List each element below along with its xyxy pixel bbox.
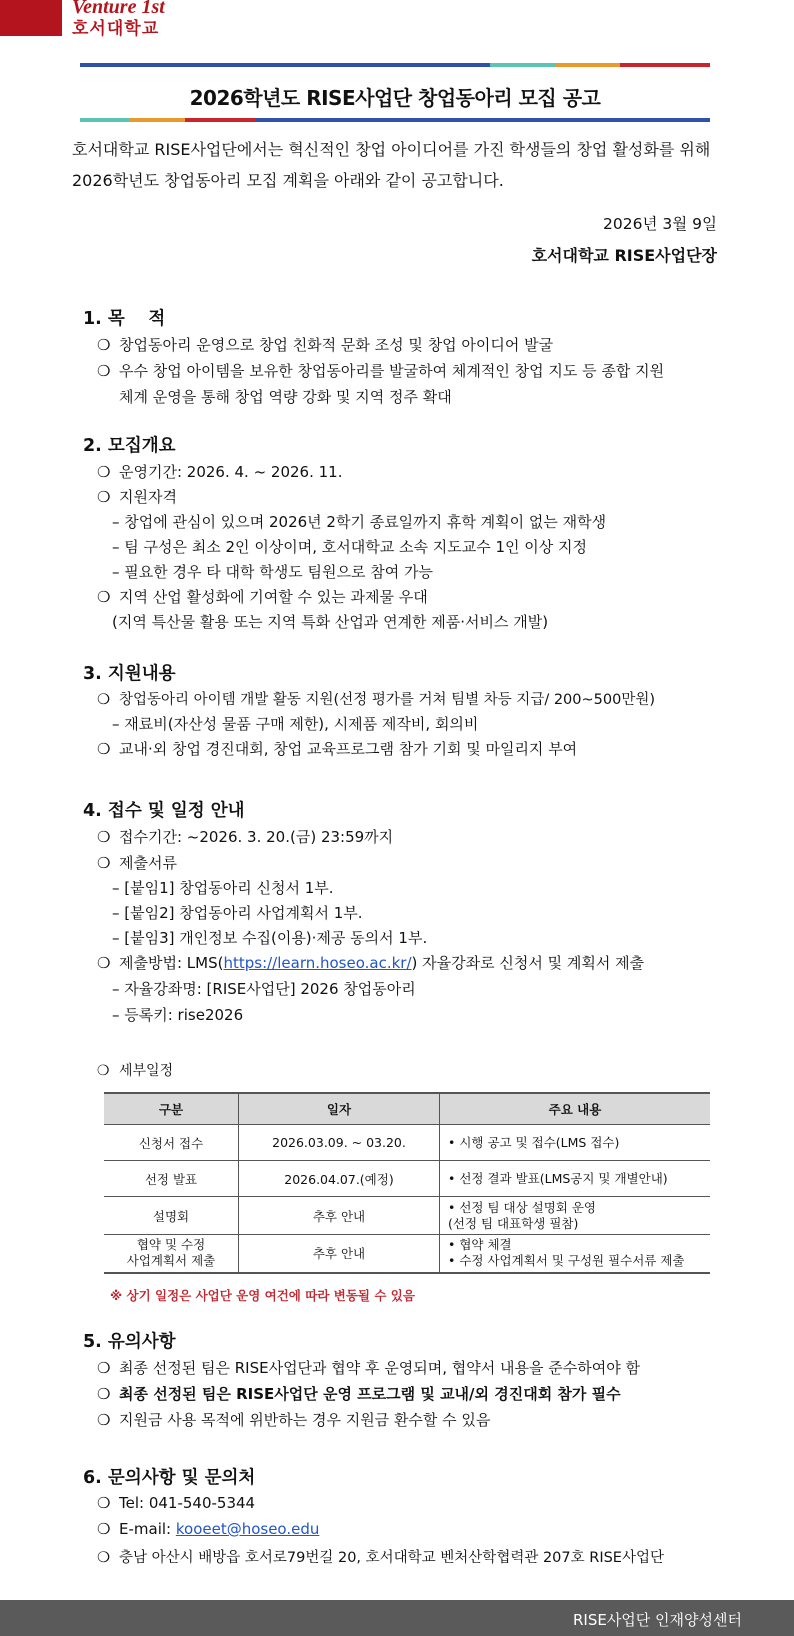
- s2-bullet-3: [97, 586, 428, 607]
- bullet-text: 지원금 사용 목적에 위반하는 경우 지원금 환수할 수 있음: [119, 1411, 491, 1429]
- table-cell: [440, 1125, 711, 1161]
- table-row: [104, 1235, 710, 1273]
- contact-tel: [97, 1494, 255, 1512]
- table-header: 구분: [104, 1093, 239, 1125]
- page-title: 2026학년도 RISE사업단 창업동아리 모집 공고: [189, 86, 601, 110]
- table-cell: [440, 1197, 711, 1235]
- circle-bullet-icon: ❍: [97, 463, 111, 481]
- title-top-rule: [80, 63, 710, 67]
- cell-line: • 선정 결과 발표(LMS공지 및 개별안내): [448, 1170, 668, 1186]
- section-1-heading: 1. 목 적: [83, 309, 166, 329]
- table-cell: 추후 안내: [239, 1197, 440, 1235]
- circle-bullet-icon: ❍: [97, 1411, 111, 1429]
- bullet-text: 지역 산업 활성화에 기여할 수 있는 과제물 우대: [119, 588, 428, 606]
- table-cell: 협약 및 수정 사업계획서 제출: [104, 1235, 239, 1273]
- logo: [68, 0, 178, 39]
- circle-bullet-icon: ❍: [97, 488, 111, 506]
- s2-bullet-1: [97, 461, 342, 482]
- cell-line: (선정 팀 대표학생 필참): [448, 1215, 579, 1231]
- s1-bullet-2-continued: 체계 운영을 통해 창업 역량 강화 및 지역 정주 확대: [119, 388, 452, 406]
- bullet-text: 최종 선정된 팀은 RISE사업단과 협약 후 운영되며, 협약서 내용을 준수하여야 함: [119, 1359, 640, 1377]
- s5-bullet-1: [97, 1357, 640, 1378]
- table-cell: 추후 안내: [239, 1235, 440, 1273]
- s3-bullet-2: [97, 738, 577, 759]
- bullet-text: 최종 선정된 팀은 RISE사업단 운영 프로그램 및 교내/외 경진대회 참가 필수: [119, 1385, 621, 1403]
- s1-bullet-2: [97, 360, 664, 381]
- circle-bullet-icon: ❍: [97, 362, 111, 380]
- table-header-row: [104, 1093, 710, 1125]
- bullet-text-tail: ) 자율강좌로 신청서 및 계획서 제출: [411, 954, 645, 972]
- circle-bullet-icon: ❍: [97, 1063, 110, 1079]
- circle-bullet-icon: ❍: [97, 1550, 110, 1566]
- table-cell: 2026.03.09. ~ 03.20.: [239, 1125, 440, 1161]
- bullet-text: 제출서류: [119, 854, 177, 872]
- corner-accent: [0, 0, 62, 36]
- table-row: [104, 1197, 710, 1235]
- circle-bullet-icon: ❍: [97, 588, 111, 606]
- contact-address: [97, 1546, 664, 1567]
- section-2-heading: 2. 모집개요: [83, 436, 176, 456]
- circle-bullet-icon: ❍: [97, 854, 111, 872]
- table-header: 주요 내용: [440, 1093, 711, 1125]
- table-row: [104, 1125, 710, 1161]
- section-6-heading: 6. 문의사항 및 문의처: [83, 1468, 256, 1488]
- s4-bullet-3: [97, 952, 644, 973]
- circle-bullet-icon: ❍: [97, 1385, 111, 1403]
- lms-link[interactable]: https://learn.hoseo.ac.kr/: [223, 954, 412, 972]
- logo-text-venture: Venture 1st: [72, 0, 165, 18]
- circle-bullet-icon: ❍: [97, 1359, 111, 1377]
- cell-line: • 수정 사업계획서 및 구성원 필수서류 제출: [448, 1253, 685, 1269]
- s5-bullet-3: [97, 1409, 490, 1430]
- table-cell: 설명회: [104, 1197, 239, 1235]
- email-label: E-mail:: [119, 1520, 176, 1538]
- email-link[interactable]: kooeet@hoseo.edu: [175, 1520, 320, 1538]
- cell-line: • 선정 팀 대상 설명회 운영: [448, 1199, 596, 1215]
- table-cell: [440, 1161, 711, 1197]
- bullet-text: 교내·외 창업 경진대회, 창업 교육프로그램 참가 기회 및 마일리지 부여: [119, 740, 578, 758]
- bullet-text: 창업동아리 운영으로 창업 친화적 문화 조성 및 창업 아이디어 발굴: [119, 336, 554, 354]
- circle-bullet-icon: ❍: [97, 740, 111, 758]
- title-bottom-rule: [80, 118, 710, 122]
- issuer: 호서대학교 RISE사업단장: [531, 246, 717, 265]
- intro-paragraph: 호서대학교 RISE사업단에서는 혁신적인 창업 아이디어를 가진 학생들의 창업 활성화를 위해 2026학년도 창업동아리 모집 계획을 아래와 같이 공고합니다.: [72, 140, 711, 190]
- bullet-text: 지원자격: [119, 488, 177, 506]
- s4-detail-1: – [붙임1] 창업동아리 신청서 1부.: [112, 879, 334, 897]
- circle-bullet-icon: ❍: [97, 1520, 111, 1538]
- s2-bullet-3-continued: (지역 특산물 활용 또는 지역 특화 산업과 연계한 제품·서비스 개발): [112, 613, 549, 631]
- s3-bullet-1: [97, 688, 655, 709]
- announcement-date: 2026년 3월 9일: [603, 215, 717, 233]
- s4-detail-4: – 자율강좌명: [RISE사업단] 2026 창업동아리: [112, 980, 416, 998]
- circle-bullet-icon: ❍: [97, 1494, 111, 1512]
- s4-detail-5: – 등록키: rise2026: [112, 1006, 244, 1024]
- s2-detail-3: – 필요한 경우 타 대학 학생도 팀원으로 참여 가능: [112, 563, 433, 581]
- circle-bullet-icon: ❍: [97, 692, 110, 708]
- s4-detail-3: – [붙임3] 개인정보 수집(이용)·제공 동의서 1부.: [112, 929, 428, 947]
- circle-bullet-icon: ❍: [97, 954, 111, 972]
- s4-bullet-4: [97, 1060, 173, 1080]
- contact-email: [97, 1520, 319, 1538]
- bullet-text: 창업동아리 아이템 개발 활동 지원(선정 평가를 거쳐 팀별 차등 지급/ 200~500만원): [119, 692, 655, 708]
- bullet-text: 우수 창업 아이템을 보유한 창업동아리를 발굴하여 체계적인 창업 지도 등 종합 지원: [119, 362, 665, 380]
- bullet-text: 운영기간: 2026. 4. ~ 2026. 11.: [119, 463, 343, 481]
- bullet-text: 세부일정: [119, 1063, 174, 1079]
- bullet-text: 접수기간: ~2026. 3. 20.(금) 23:59까지: [119, 828, 394, 846]
- schedule-table: [104, 1092, 710, 1274]
- s1-bullet-1: [97, 334, 553, 355]
- s3-detail-1: – 재료비(자산성 물품 구매 제한), 시제품 제작비, 회의비: [112, 715, 479, 733]
- s4-bullet-2: [97, 852, 177, 873]
- s2-detail-2: – 팀 구성은 최소 2인 이상이며, 호서대학교 소속 지도교수 1인 이상 지정: [112, 538, 588, 556]
- s5-bullet-2: [97, 1383, 621, 1404]
- table-cell: 신청서 접수: [104, 1125, 239, 1161]
- table-cell: 선정 발표: [104, 1161, 239, 1197]
- section-3-heading: 3. 지원내용: [83, 664, 176, 684]
- table-cell: 2026.04.07.(예정): [239, 1161, 440, 1197]
- footer-bar: [0, 1600, 794, 1636]
- s4-bullet-1: [97, 826, 393, 847]
- table-header: 일자: [239, 1093, 440, 1125]
- footer-text: RISE사업단 인재양성센터: [572, 1611, 742, 1629]
- schedule-note: ※ 상기 일정은 사업단 운영 여건에 따라 변동될 수 있음: [110, 1288, 415, 1303]
- section-4-heading: 4. 접수 및 일정 안내: [83, 801, 245, 821]
- cell-line: • 시행 공고 및 접수(LMS 접수): [448, 1134, 620, 1150]
- logo-text-university: 호서대학교: [72, 19, 160, 39]
- bullet-text: 제출방법: LMS(: [119, 954, 224, 972]
- table-row: [104, 1161, 710, 1197]
- circle-bullet-icon: ❍: [97, 828, 111, 846]
- table-cell: [440, 1235, 711, 1273]
- cell-line: • 협약 체결: [448, 1237, 512, 1253]
- address-text: 충남 아산시 배방읍 호서로79번길 20, 호서대학교 벤처산학협력관 207호 RISE사업단: [119, 1550, 664, 1566]
- s2-detail-1: – 창업에 관심이 있으며 2026년 2학기 종료일까지 휴학 계획이 없는 재학생: [112, 513, 607, 531]
- s2-bullet-2: [97, 486, 177, 507]
- circle-bullet-icon: ❍: [97, 336, 111, 354]
- tel-text: Tel: 041-540-5344: [119, 1494, 256, 1512]
- section-5-heading: 5. 유의사항: [83, 1332, 176, 1352]
- s4-detail-2: – [붙임2] 창업동아리 사업계획서 1부.: [112, 904, 363, 922]
